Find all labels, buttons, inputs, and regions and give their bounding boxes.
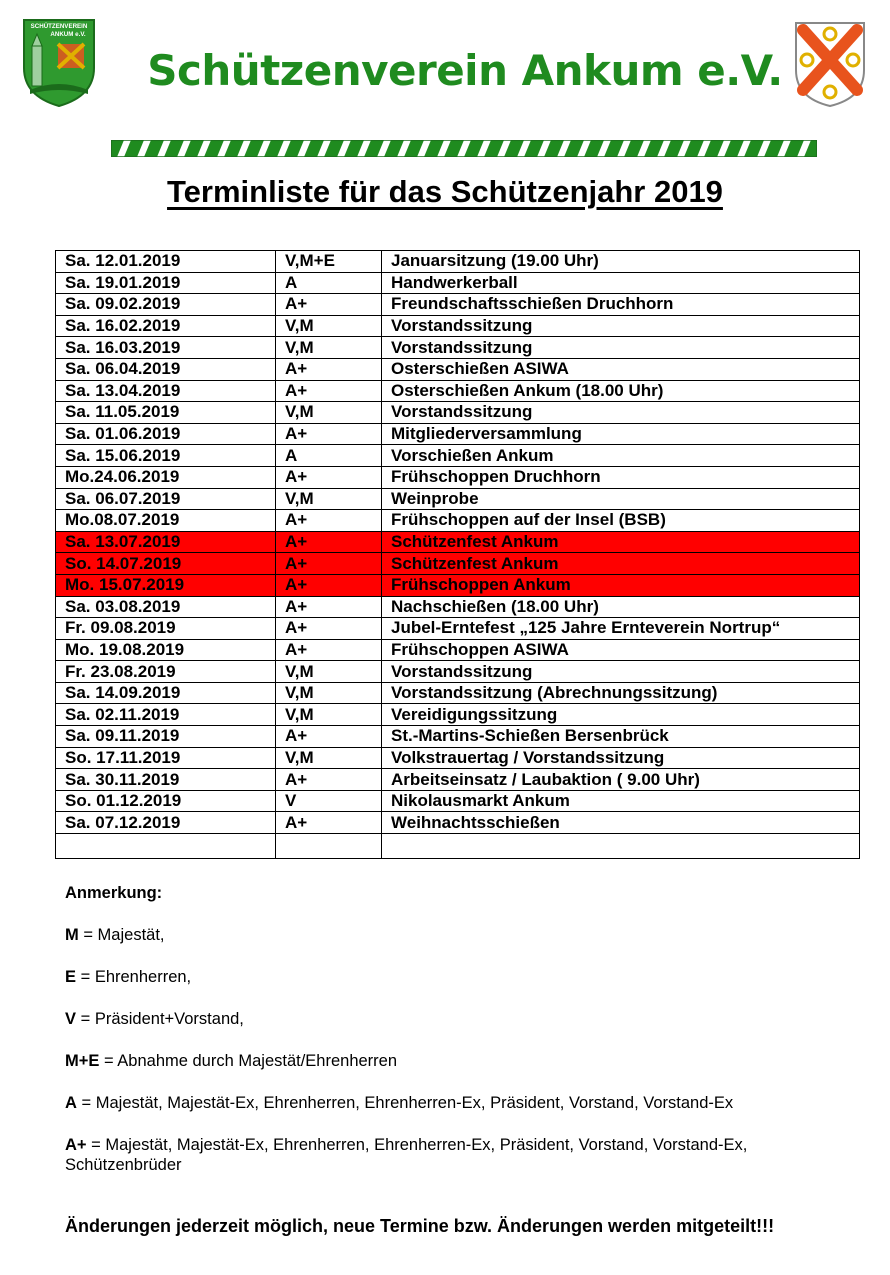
note-text: = Präsident+Vorstand,: [76, 1010, 244, 1028]
table-row: [56, 812, 860, 834]
note-key: M: [65, 926, 79, 944]
notes-heading: Anmerkung:: [65, 884, 163, 902]
event-group: A+: [276, 574, 382, 596]
note-text: = Majestät, Majestät-Ex, Ehrenherren, Ehrenherren-Ex, Präsident, Vorstand, Vorstand-Ex, Schützenbrüder: [65, 1136, 748, 1174]
event-group: V,M: [276, 682, 382, 704]
event-date: Sa. 13.04.2019: [56, 380, 276, 402]
note-item: [65, 967, 865, 987]
event-group: V,M: [276, 315, 382, 337]
event-date: Sa. 01.06.2019: [56, 423, 276, 445]
table-row: [56, 769, 860, 791]
table-row: [56, 466, 860, 488]
event-date: Sa. 09.02.2019: [56, 294, 276, 316]
event-group: A+: [276, 466, 382, 488]
event-group: A+: [276, 596, 382, 618]
event-group: V,M+E: [276, 251, 382, 273]
event-name: Vorstandssitzung: [382, 315, 860, 337]
table-row: [56, 251, 860, 273]
event-name: Vorstandssitzung (Abrechnungssitzung): [382, 682, 860, 704]
note-text: = Majestät,: [78, 926, 165, 944]
table-row: [56, 682, 860, 704]
page-title: Terminliste für das Schützenjahr 2019: [167, 174, 723, 209]
event-group: A: [276, 445, 382, 467]
event-table: [55, 250, 860, 859]
table-row: [56, 618, 860, 640]
event-date: Sa. 06.07.2019: [56, 488, 276, 510]
table-row: [56, 639, 860, 661]
event-date: Sa. 03.08.2019: [56, 596, 276, 618]
table-row: [56, 315, 860, 337]
event-name: Schützenfest Ankum: [382, 553, 860, 575]
event-name: Frühschoppen auf der Insel (BSB): [382, 510, 860, 532]
event-name: Schützenfest Ankum: [382, 531, 860, 553]
event-name: Freundschaftsschießen Druchhorn: [382, 294, 860, 316]
event-name: Januarsitzung (19.00 Uhr): [382, 251, 860, 273]
table-row: [56, 747, 860, 769]
table-row: [56, 488, 860, 510]
table-row: [56, 337, 860, 359]
footer-note: Änderungen jederzeit möglich, neue Termine bzw. Änderungen werden mitgeteilt!!!: [65, 1216, 775, 1236]
note-text: = Ehrenherren,: [76, 968, 192, 986]
table-row: [56, 596, 860, 618]
event-name: Vorstandssitzung: [382, 337, 860, 359]
event-name: Handwerkerball: [382, 272, 860, 294]
event-group: A+: [276, 423, 382, 445]
event-group: V,M: [276, 488, 382, 510]
event-date: Sa. 15.06.2019: [56, 445, 276, 467]
event-date: Sa. 07.12.2019: [56, 812, 276, 834]
event-name: Frühschoppen Druchhorn: [382, 466, 860, 488]
event-date: So. 14.07.2019: [56, 553, 276, 575]
table-row: [56, 423, 860, 445]
event-date: Sa. 13.07.2019: [56, 531, 276, 553]
event-group: A+: [276, 639, 382, 661]
event-date: Fr. 09.08.2019: [56, 618, 276, 640]
event-date: Mo.24.06.2019: [56, 466, 276, 488]
event-date: Fr. 23.08.2019: [56, 661, 276, 683]
event-group: [276, 834, 382, 859]
table-row: [56, 358, 860, 380]
event-name: Osterschießen Ankum (18.00 Uhr): [382, 380, 860, 402]
event-name: Frühschoppen Ankum: [382, 574, 860, 596]
decorative-stripe: [111, 140, 817, 157]
table-row: [56, 834, 860, 859]
event-date: Sa. 16.03.2019: [56, 337, 276, 359]
note-item: [65, 1051, 865, 1071]
table-row: [56, 380, 860, 402]
table-row: [56, 294, 860, 316]
note-item: [65, 1135, 865, 1175]
event-group: V,M: [276, 337, 382, 359]
event-group: V: [276, 790, 382, 812]
event-group: A+: [276, 769, 382, 791]
event-date: Mo.08.07.2019: [56, 510, 276, 532]
event-group: A+: [276, 812, 382, 834]
event-name: Vereidigungssitzung: [382, 704, 860, 726]
event-group: A+: [276, 618, 382, 640]
note-item: [65, 925, 865, 945]
table-row: [56, 704, 860, 726]
table-row: [56, 553, 860, 575]
table-row: [56, 272, 860, 294]
event-date: Sa. 14.09.2019: [56, 682, 276, 704]
event-name: Mitgliederversammlung: [382, 423, 860, 445]
event-name: Osterschießen ASIWA: [382, 358, 860, 380]
note-text: = Majestät, Majestät-Ex, Ehrenherren, Ehrenherren-Ex, Präsident, Vorstand, Vorstand-Ex: [76, 1094, 734, 1112]
event-name: Nachschießen (18.00 Uhr): [382, 596, 860, 618]
event-group: A+: [276, 553, 382, 575]
event-date: Sa. 12.01.2019: [56, 251, 276, 273]
event-name: Frühschoppen ASIWA: [382, 639, 860, 661]
svg-text:ANKUM e.V.: ANKUM e.V.: [50, 31, 86, 38]
event-date: Sa. 09.11.2019: [56, 726, 276, 748]
logo-text: SCHÜTZENVEREIN: [30, 23, 88, 30]
event-name: Vorstandssitzung: [382, 661, 860, 683]
event-date: So. 17.11.2019: [56, 747, 276, 769]
note-item: [65, 1093, 865, 1113]
event-name: Nikolausmarkt Ankum: [382, 790, 860, 812]
table-row: [56, 661, 860, 683]
event-name: Jubel-Erntefest „125 Jahre Ernteverein Nortrup“: [382, 618, 860, 640]
event-name: St.-Martins-Schießen Bersenbrück: [382, 726, 860, 748]
note-item: [65, 1009, 865, 1029]
note-text: = Abnahme durch Majestät/Ehrenherren: [99, 1052, 398, 1070]
event-date: Sa. 02.11.2019: [56, 704, 276, 726]
note-key: A+: [65, 1136, 87, 1154]
table-row: [56, 574, 860, 596]
event-name: Arbeitseinsatz / Laubaktion ( 9.00 Uhr): [382, 769, 860, 791]
event-group: V,M: [276, 402, 382, 424]
event-group: A+: [276, 358, 382, 380]
event-date: Mo. 15.07.2019: [56, 574, 276, 596]
event-date: So. 01.12.2019: [56, 790, 276, 812]
table-row: [56, 510, 860, 532]
table-row: [56, 531, 860, 553]
table-row: [56, 790, 860, 812]
event-group: A+: [276, 380, 382, 402]
event-group: A+: [276, 531, 382, 553]
event-name: Vorschießen Ankum: [382, 445, 860, 467]
event-group: A: [276, 272, 382, 294]
note-key: M+E: [65, 1052, 100, 1070]
event-group: V,M: [276, 704, 382, 726]
notes-section: [65, 884, 865, 1197]
event-group: A+: [276, 294, 382, 316]
event-date: Sa. 06.04.2019: [56, 358, 276, 380]
table-row: [56, 445, 860, 467]
event-group: V,M: [276, 661, 382, 683]
event-date: Sa. 19.01.2019: [56, 272, 276, 294]
event-date: [56, 834, 276, 859]
event-name: Vorstandssitzung: [382, 402, 860, 424]
event-group: A+: [276, 726, 382, 748]
event-name: [382, 834, 860, 859]
club-logo-shield: [20, 16, 98, 108]
note-key: A: [65, 1094, 77, 1112]
event-group: A+: [276, 510, 382, 532]
event-group: V,M: [276, 747, 382, 769]
note-key: E: [65, 968, 77, 986]
event-name: Volkstrauertag / Vorstandssitzung: [382, 747, 860, 769]
event-date: Sa. 30.11.2019: [56, 769, 276, 791]
club-name: Schützenverein Ankum e.V.: [147, 46, 783, 95]
table-row: [56, 402, 860, 424]
note-key: V: [65, 1010, 77, 1028]
event-name: Weinprobe: [382, 488, 860, 510]
event-date: Mo. 19.08.2019: [56, 639, 276, 661]
table-row: [56, 726, 860, 748]
event-date: Sa. 16.02.2019: [56, 315, 276, 337]
event-name: Weihnachtsschießen: [382, 812, 860, 834]
event-date: Sa. 11.05.2019: [56, 402, 276, 424]
